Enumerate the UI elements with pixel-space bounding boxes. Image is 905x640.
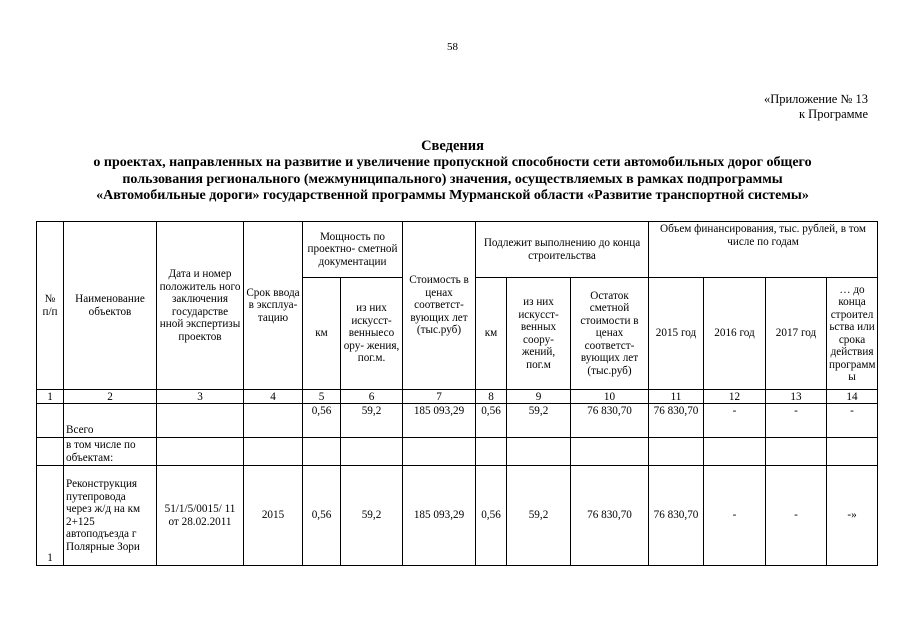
header-remaining: Подлежит выполнению до конца строительства [476,222,649,278]
commission-term: 2015 [244,466,303,566]
financing-2015: 76 830,70 [649,466,704,566]
header-name: Наименование объектов [64,222,157,390]
header-num: № п/п [37,222,64,390]
header-year-2017: 2017 год [766,278,827,390]
empty-cell [649,438,704,466]
total-label: Всего [64,404,157,438]
column-number: 10 [571,390,649,404]
empty-cell [244,438,303,466]
column-number: 2 [64,390,157,404]
total-remaining-km: 0,56 [476,404,507,438]
row-number: 1 [37,466,64,566]
financing-end: -» [827,466,878,566]
document-title [30,138,875,205]
column-number: 14 [827,390,878,404]
column-number: 7 [403,390,476,404]
appendix-line-1: «Приложение № 13 [763,92,868,106]
header-capacity-km: км [303,278,341,390]
appendix-line-2: к Программе [798,107,868,121]
object-name: Реконструкция путепровода через ж/д на км 2+125 автоподъезда г Полярные Зори [64,466,157,566]
column-number: 3 [157,390,244,404]
column-number: 5 [303,390,341,404]
header-financing: Объем финансирования, тыс. рублей, в том числе по годам [649,222,878,278]
empty-cell [157,438,244,466]
column-number: 4 [244,390,303,404]
header-capacity: Мощность по проектно- сметной документации [303,222,403,278]
total-struct: 59,2 [341,404,403,438]
header-remaining-km: км [476,278,507,390]
cost: 185 093,29 [403,466,476,566]
empty-cell [476,438,507,466]
empty-cell [303,438,341,466]
title-line-1: о проектах, направленных на развитие и увеличение пропускной способности сети автомобильных дорог общего [93,155,812,170]
total-num-cell [37,404,64,438]
empty-cell [507,438,571,466]
remaining-struct: 59,2 [507,466,571,566]
header-remaining-struct: из них искусст- венных соору- жений, пог.м [507,278,571,390]
total-term-cell [244,404,303,438]
empty-cell [571,438,649,466]
projects-table [36,221,878,566]
subheader-label: в том числе по объектам: [64,438,157,466]
appendix-reference [764,92,868,122]
title-main: Сведения [421,138,484,154]
table-row [37,466,878,566]
empty-cell [704,438,766,466]
column-number: 13 [766,390,827,404]
total-cost: 185 093,29 [403,404,476,438]
header-year-end: … до конца строител ьства или срока действия программ ы [827,278,878,390]
remaining-cost: 76 830,70 [571,466,649,566]
header-cost: Стоимость в ценах соответст- вующих лет (тыс.руб) [403,222,476,390]
total-2017: - [766,404,827,438]
total-remaining-cost: 76 830,70 [571,404,649,438]
empty-cell [341,438,403,466]
empty-cell [403,438,476,466]
column-number: 8 [476,390,507,404]
header-year-2015: 2015 год [649,278,704,390]
total-row [37,404,878,438]
header-remaining-cost: Остаток сметной стоимости в ценах соответст- вующих лет (тыс.руб) [571,278,649,390]
expertise-conclusion: 51/1/5/0015/ 11 от 28.02.2011 [157,466,244,566]
financing-2017: - [766,466,827,566]
subheader-row [37,438,878,466]
title-line-2: пользования регионального (межмуниципального) значения, осуществляемых в рамках подпрограммы [122,171,783,187]
capacity-struct: 59,2 [341,466,403,566]
header-expertise: Дата и номер положитель ного заключения государстве нной экспертизы проектов [157,222,244,390]
remaining-km: 0,56 [476,466,507,566]
column-number: 1 [37,390,64,404]
title-line-3: «Автомобильные дороги» государственной программы Мурманской области «Развитие транспортной системы» [96,188,809,203]
header-year-2016: 2016 год [704,278,766,390]
capacity-km: 0,56 [303,466,341,566]
total-2015: 76 830,70 [649,404,704,438]
column-numbers-row [37,390,878,404]
total-2016: - [704,404,766,438]
column-number: 6 [341,390,403,404]
column-number: 9 [507,390,571,404]
header-capacity-struct: из них искусст- венныесо ору- жения, пог.м. [341,278,403,390]
column-number: 12 [704,390,766,404]
header-term: Срок ввода в эксплуа- тацию [244,222,303,390]
page-number: 58 [447,41,458,53]
total-remaining-struct: 59,2 [507,404,571,438]
financing-2016: - [704,466,766,566]
empty-cell [37,438,64,466]
total-km: 0,56 [303,404,341,438]
total-expertise-cell [157,404,244,438]
header-row-1 [37,222,878,278]
total-end: - [827,404,878,438]
empty-cell [827,438,878,466]
empty-cell [766,438,827,466]
column-number: 11 [649,390,704,404]
